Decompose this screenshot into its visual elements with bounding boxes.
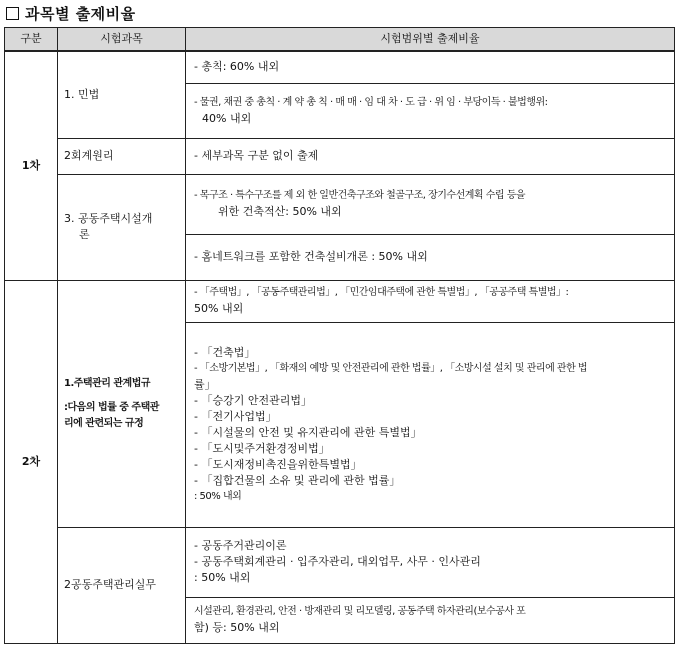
range-line: : 50% 내외 [194, 571, 251, 584]
header-row [5, 28, 675, 52]
range-line: - 공동주거관리이론 [194, 539, 287, 552]
range-line: : 50% 내외 [194, 490, 242, 502]
range-line: 시설관리, 환경관리, 안전 · 방재관리 및 리모델링, 공동주택 하자관리(보수공사 포 [194, 606, 526, 617]
range-line: - 공동주택회계관리 · 입주자관리, 대외업무, 사무 · 인사관리 [194, 555, 481, 568]
subject-civil-law: 1. 민법 [58, 51, 186, 138]
range-line: - 「주택법」, 「공동주택관리법」, 「민간임대주택에 관한 특별법」, 「공공주택 특별법」: [194, 287, 569, 298]
range-line: - 홈네트워크를 포함한 건축설비개론 : 50% 내외 [194, 250, 428, 263]
subject-name-line: 3. 공동주택시설개 [64, 212, 153, 225]
range-line: - 「건축법」 [194, 345, 256, 359]
subject-name-line: 론 [79, 228, 90, 241]
range-line: 40% 내외 [202, 111, 252, 125]
range-cell [186, 234, 675, 280]
range-line: 률」 [194, 377, 216, 391]
range-cell [186, 138, 675, 174]
checkbox-square-icon [6, 7, 19, 20]
exam-ratio-table [4, 27, 675, 644]
subject-name-line: :다음의 법률 중 주택관 [64, 401, 159, 413]
range-cell [186, 527, 675, 597]
range-line: - 세부과목 구분 없이 출제 [194, 149, 319, 162]
range-cell [186, 174, 675, 234]
header-subject: 시험과목 [58, 28, 186, 52]
range-line: - 목구조 · 특수구조를 제 외 한 일반건축구조와 철골구조, 장기수선계획 수립 등을 [194, 190, 526, 201]
header-round: 구분 [5, 28, 58, 52]
range-line: 위한 건축적산: 50% 내외 [218, 205, 342, 218]
section-title-text: 과목별 출제비율 [25, 4, 136, 23]
range-line: - 「집합건물의 소유 및 관리에 관한 법률」 [194, 473, 401, 487]
range-line: 함) 등: 50% 내외 [194, 621, 280, 634]
range-line: - 「전기사업법」 [194, 409, 277, 423]
range-cell [186, 51, 675, 83]
table-row [5, 527, 675, 597]
round-2-label: 2차 [5, 280, 58, 643]
subject-name-line: 리에 관련되는 규정 [64, 417, 144, 429]
table-row [5, 51, 675, 83]
range-cell [186, 280, 675, 322]
range-line: - 「도시및주거환경정비법」 [194, 441, 330, 455]
range-line: - 물권, 채권 중 총칙 · 계 약 총 칙 · 매 매 · 임 대 차 · 도 급 · 위 임 · 부당이득 · 불법행위: [194, 96, 548, 108]
table-row [5, 174, 675, 234]
header-range: 시험범위별 출제비율 [186, 28, 675, 52]
range-line: - 「소방기본법」, 「화재의 예방 및 안전관리에 관한 법률」, 「소방시설 설치 및 관리에 관한 법 [194, 362, 588, 374]
range-line: 50% 내외 [194, 302, 244, 315]
range-line: - 「승강기 안전관리법」 [194, 393, 312, 407]
table-row [5, 138, 675, 174]
subject-housing-practice: 2공동주택관리실무 [58, 527, 186, 643]
table-row [5, 280, 675, 322]
subject-accounting: 2회계원리 [58, 138, 186, 174]
round-1-label: 1차 [5, 51, 58, 280]
range-line: - 「도시재정비촉진을위한특별법」 [194, 457, 362, 471]
range-cell [186, 83, 675, 138]
range-cell [186, 597, 675, 643]
range-line: - 「시설물의 안전 및 유지관리에 관한 특별법」 [194, 425, 422, 439]
subject-housing-law [58, 280, 186, 527]
subject-housing-facilities [58, 174, 186, 280]
range-line: - 총칙: 60% 내외 [194, 60, 280, 74]
section-title [6, 2, 136, 24]
range-cell [186, 322, 675, 527]
subject-name-line: 1.주택관리 관계법규 [64, 377, 151, 389]
